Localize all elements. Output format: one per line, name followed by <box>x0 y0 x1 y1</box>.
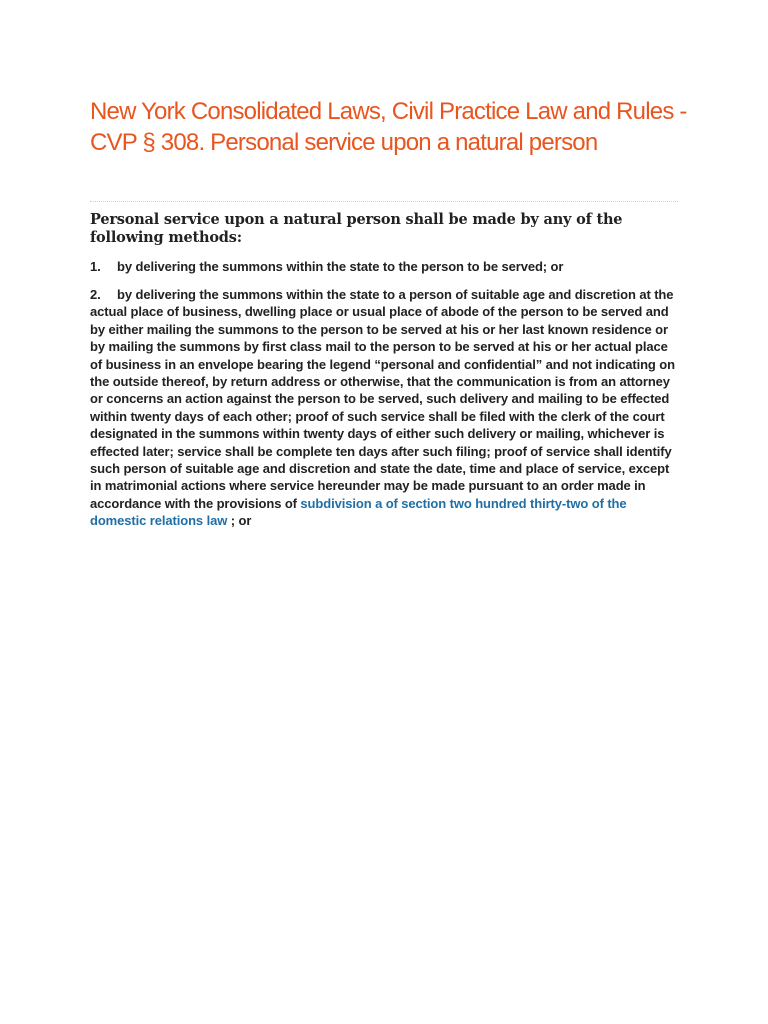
title-divider <box>90 201 678 202</box>
list-item <box>90 258 680 275</box>
list-item-number: 1. <box>90 259 101 274</box>
page-title: New York Consolidated Laws, Civil Practice Law and Rules - CVP § 308. Personal service upon a natural person <box>90 98 687 156</box>
intro-paragraph: Personal service upon a natural person shall be made by any of the following methods: <box>90 211 623 246</box>
list-item-tail: ; or <box>227 513 252 529</box>
list-item-number: 2. <box>90 287 101 302</box>
domestic-relations-law-link[interactable]: subdivision a of section two hundred thirty-two of the domestic relations law <box>90 495 627 529</box>
list-item-text: by delivering the summons within the state to a person of suitable age and discretion at the actual place of business, dwelling place or usual place of abode of the person to be served and by either mailing the summons to the person to be served at his or her last known residence or by mailing the summons by first class mail to the person to be served at his or her actual place of business in an envelope bearing the legend “personal and confidential” and not indicating on the outside thereof, by return address or otherwise, that the communication is from an attorney or concerns an action against the person to be served, such delivery and mailing to be effected within twenty days of each other; proof of such service shall be filed with the clerk of the court designated in the summons within twenty days of either such delivery or mailing, whichever is effected later; service shall be complete ten days after such filing; proof of service shall identify such person of suitable age and discretion and state the date, time and place of service, except in matrimonial actions where service hereunder may be made pursuant to an order made in accordance with the provisions of <box>90 287 675 511</box>
list-item <box>90 286 682 530</box>
list-item-text: by delivering the summons within the state to the person to be served; or <box>117 259 564 274</box>
